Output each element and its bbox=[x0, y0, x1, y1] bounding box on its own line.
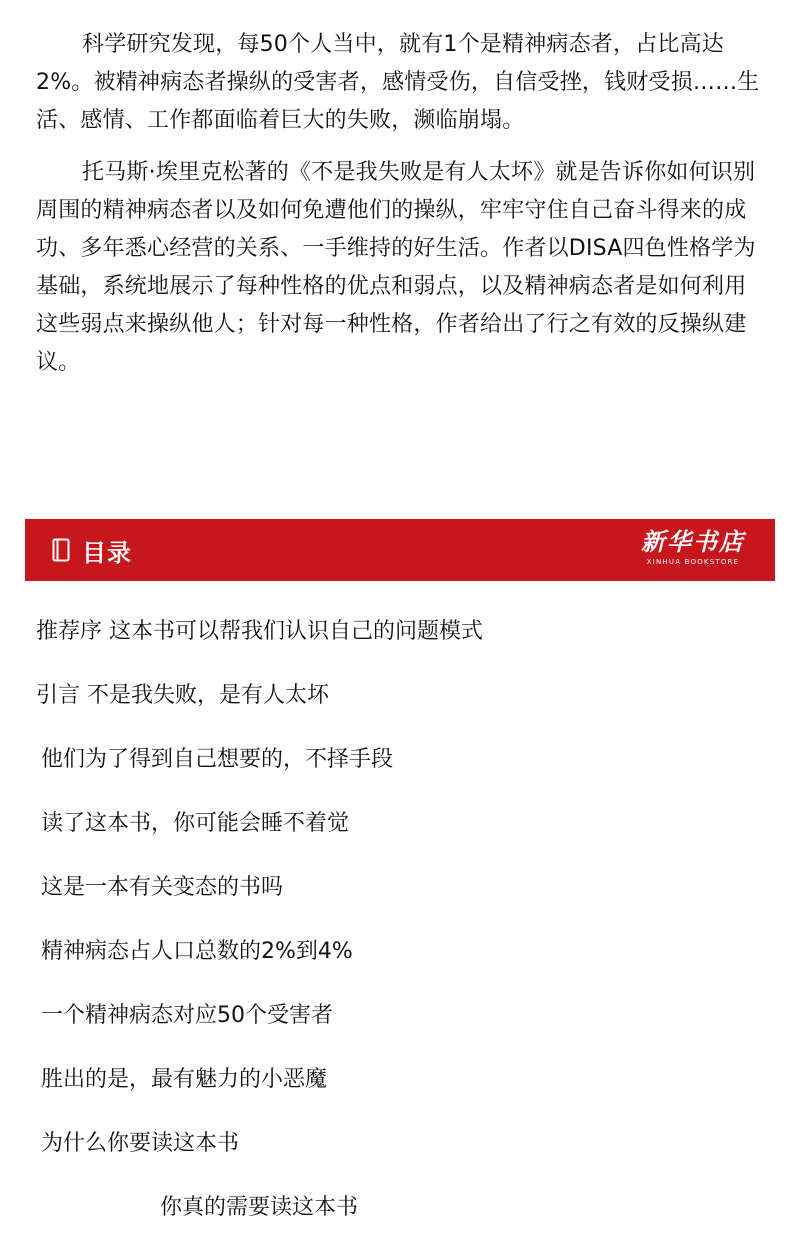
toc-item[interactable]: 他们为了得到自己想要的，不择手段 bbox=[41, 747, 394, 772]
intro-paragraph-1: 科学研究发现，每50个人当中，就有1个是精神病态者，占比高达2%。被精神病态者操纵的受害者，感情受伤，自信受挫，钱财受损……生活、感情、工作都面临着巨大的失败，濒临崩塌。 bbox=[36, 32, 760, 133]
xinhua-logo bbox=[641, 528, 745, 566]
toc-header-bar bbox=[25, 519, 775, 581]
brand-name: 新华书店 bbox=[641, 527, 745, 556]
toc-item[interactable]: 这是一本有关变态的书吗 bbox=[41, 875, 284, 900]
toc-item[interactable]: 一个精神病态对应50个受害者 bbox=[41, 1003, 333, 1028]
intro-paragraph-2: 托马斯·埃里克松著的《不是我失败是有人太坏》就是告诉你如何识别周围的精神病态者以及如何免遭他们的操纵，牢牢守住自己奋斗得来的成功、多年悉心经营的关系、一手维持的好生活。作者以DISA四色性格学为基础，系统地展示了每种性格的优点和弱点，以及精神病态者是如何利用这些弱点来操纵他人；针对每一种性格，作者给出了行之有效的反操纵建议。 bbox=[36, 160, 756, 375]
toc-item[interactable]: 为什么你要读这本书 bbox=[41, 1131, 240, 1156]
toc-title: 目录 bbox=[82, 538, 132, 567]
brand-subtitle: XINHUA BOOKSTORE bbox=[646, 558, 740, 566]
intro-section bbox=[36, 26, 764, 396]
toc-item[interactable]: 精神病态占人口总数的2%到4% bbox=[41, 939, 353, 964]
toc-item[interactable]: 你真的需要读这本书 bbox=[160, 1195, 359, 1220]
toc-item[interactable]: 胜出的是，最有魅力的小恶魔 bbox=[41, 1067, 328, 1092]
toc-item-preface[interactable]: 推荐序 这本书可以帮我们认识自己的问题模式 bbox=[36, 619, 483, 644]
book-icon bbox=[52, 538, 70, 562]
toc-list bbox=[36, 612, 764, 1252]
toc-item[interactable]: 读了这本书，你可能会睡不着觉 bbox=[41, 811, 350, 836]
toc-item-introduction[interactable]: 引言 不是我失败，是有人太坏 bbox=[36, 683, 329, 708]
